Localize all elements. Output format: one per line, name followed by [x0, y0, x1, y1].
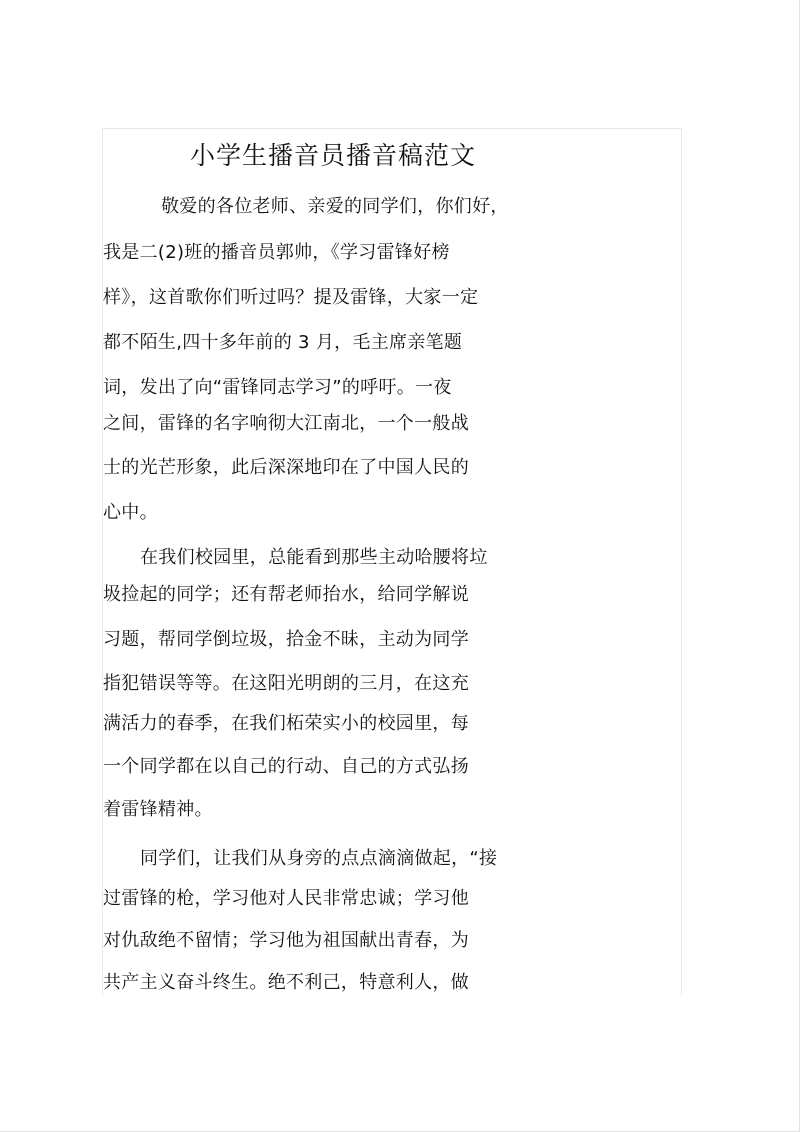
- paragraph-line: 都不陌生,四十多年前的 3 月，毛主席亲笔题: [103, 332, 463, 353]
- paragraph-line: 在我们校园里，总能看到那些主动哈腰将垃: [140, 547, 488, 568]
- paragraph-line: 过雷锋的枪，学习他对人民非常忠诚；学习他: [103, 888, 469, 909]
- paragraph-line: 着雷锋精神。: [103, 799, 213, 820]
- paragraph-line: 样》，这首歌你们听过吗？提及雷锋，大家一定: [103, 287, 479, 308]
- paragraph-line: 指犯错误等等。在这阳光明朗的三月，在这充: [103, 673, 469, 694]
- paragraph-line: 对仇敌绝不留情；学习他为祖国献出青春，为: [103, 930, 469, 951]
- document-title: 小学生播音员播音稿范文: [190, 141, 477, 170]
- paragraph-line: 我是二(2)班的播音员郭帅，《学习雷锋好榜: [103, 242, 450, 263]
- paragraph-line: 一个同学都在以自己的行动、自己的方式弘扬: [103, 756, 469, 777]
- paragraph-line: 敬爱的各位老师、亲爱的同学们，你们好，: [161, 196, 509, 217]
- paragraph-line: 之间，雷锋的名字响彻大江南北，一个一般战: [103, 413, 469, 434]
- paragraph-line: 满活力的春季，在我们柘荣实小的校园里，每: [103, 713, 469, 734]
- paragraph-line: 心中。: [103, 502, 158, 523]
- paragraph-line: 共产主义奋斗终生。绝不利己，特意利人，做: [103, 972, 469, 993]
- paragraph-line: 习题，帮同学倒垃圾，拾金不昧，主动为同学: [103, 629, 469, 650]
- paragraph-line: 圾捡起的同学；还有帮老师抬水，给同学解说: [103, 584, 469, 605]
- paragraph-line: 士的光芒形象，此后深深地印在了中国人民的: [103, 457, 469, 478]
- paragraph-line: 词，发出了向“雷锋同志学习”的呼吁。一夜: [103, 377, 452, 398]
- paragraph-line: 同学们，让我们从身旁的点点滴滴做起，“接: [140, 848, 498, 869]
